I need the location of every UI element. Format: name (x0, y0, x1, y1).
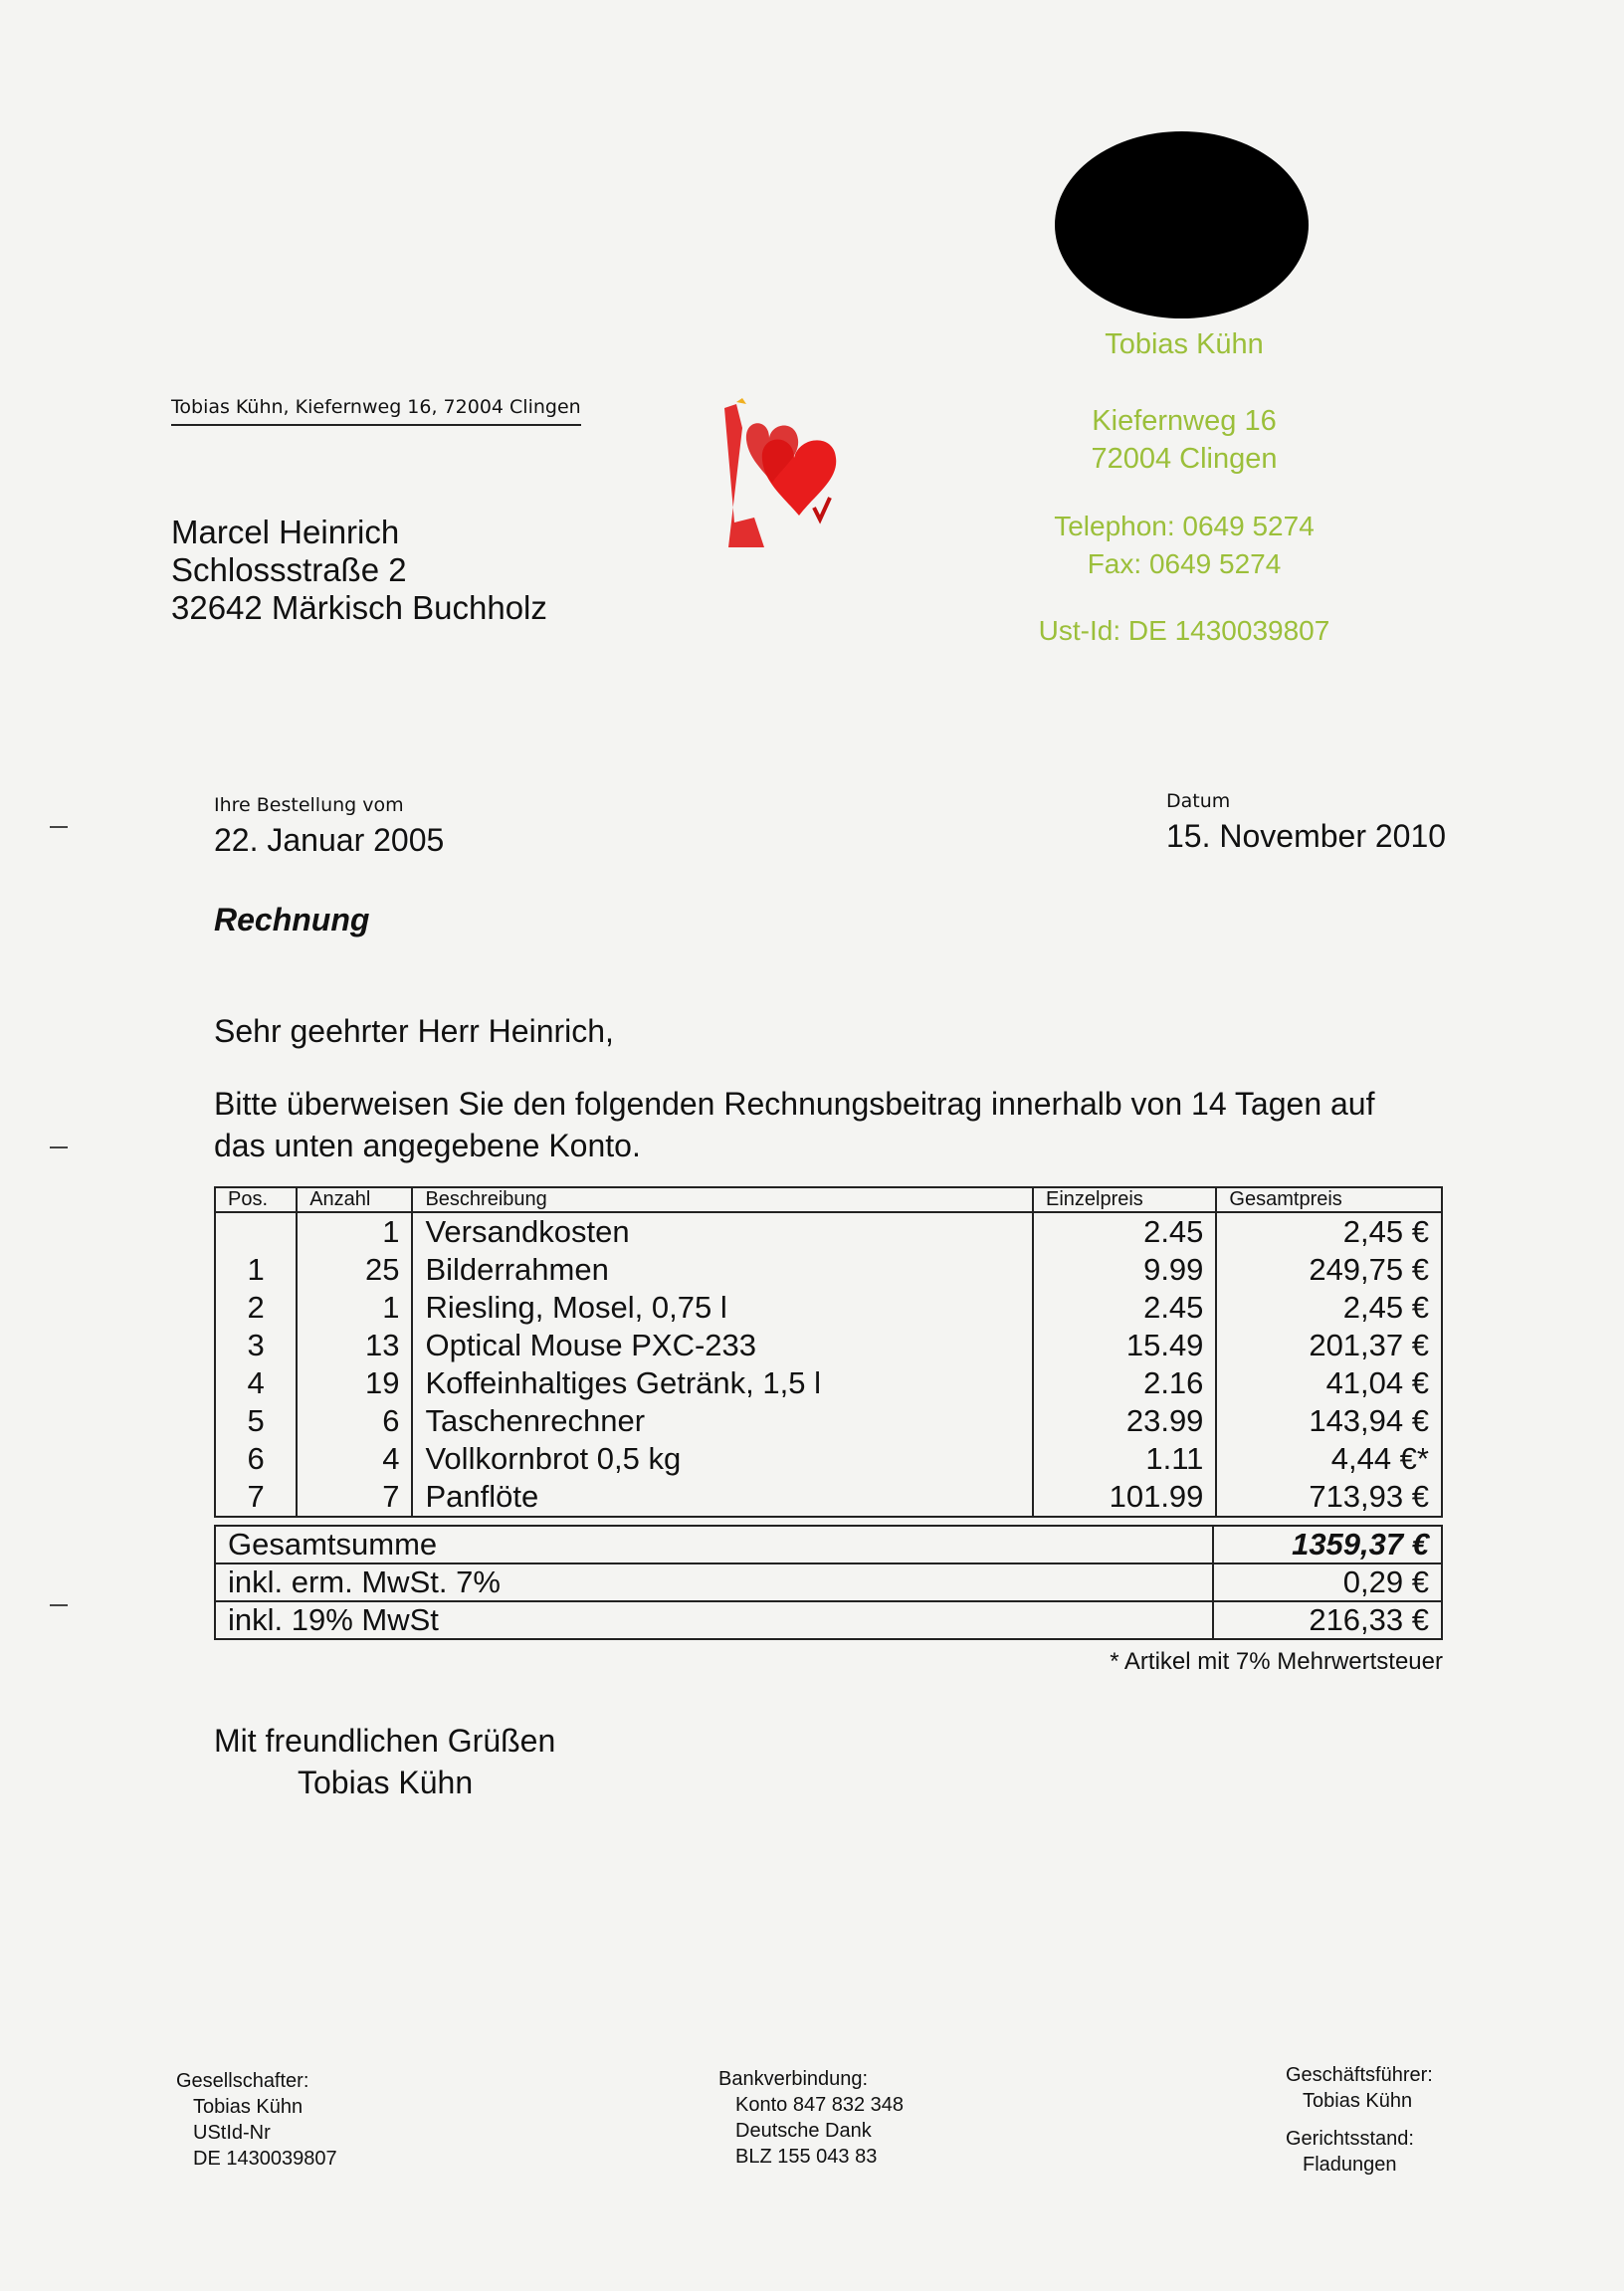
sender-street: Kiefernweg 16 (1092, 405, 1277, 437)
vat7-row (215, 1563, 1442, 1601)
sender-name: Tobias Kühn (1105, 328, 1264, 360)
footer-manager-name: Tobias Kühn (1303, 2090, 1413, 2112)
table-row (215, 1440, 1442, 1478)
footer-partner-title: Gesellschafter: (176, 2070, 309, 2092)
vat19-row (215, 1601, 1442, 1639)
cell-qty: 4 (297, 1440, 412, 1478)
cell-unit-price: 101.99 (1033, 1478, 1216, 1517)
vat-footnote: * Artikel mit 7% Mehrwertsteuer (1110, 1648, 1443, 1675)
footer-bank-title: Bankverbindung: (718, 2068, 869, 2090)
cell-total-price: 2,45 € (1216, 1212, 1442, 1251)
cell-pos: 3 (215, 1327, 297, 1364)
cell-description: Vollkornbrot 0,5 kg (412, 1440, 1033, 1478)
footer-court-value: Fladungen (1303, 2154, 1397, 2176)
cell-unit-price: 2.45 (1033, 1212, 1216, 1251)
footer-bank-name: Deutsche Dank (735, 2120, 872, 2142)
cell-total-price: 41,04 € (1216, 1364, 1442, 1402)
header-total-price: Gesamtpreis (1216, 1187, 1442, 1212)
cell-qty: 7 (297, 1478, 412, 1517)
cell-pos: 5 (215, 1402, 297, 1440)
footer-ustid-label: UStId-Nr (193, 2122, 271, 2144)
invoice-items-table (214, 1186, 1443, 1518)
recipient-street: Schlossstraße 2 (171, 551, 407, 588)
table-row (215, 1251, 1442, 1289)
closing (214, 1720, 555, 1803)
cell-qty: 1 (297, 1289, 412, 1327)
sender-contact (1015, 508, 1353, 583)
cell-pos: 7 (215, 1478, 297, 1517)
header-description: Beschreibung (412, 1187, 1033, 1212)
subject-line: Rechnung (214, 902, 370, 937)
sender-address (1035, 402, 1333, 478)
body-text: Bitte überweisen Sie den folgenden Rechnungsbeitrag innerhalb von 14 Tagen auf das unten angegebene Konto. (214, 1086, 1375, 1163)
order-date-label: Ihre Bestellung vom (214, 794, 404, 816)
vat19-label: inkl. 19% MwSt (215, 1601, 1213, 1639)
cell-qty: 13 (297, 1327, 412, 1364)
cell-description: Versandkosten (412, 1212, 1033, 1251)
fold-mark (50, 1604, 68, 1606)
vat19-value: 216,33 € (1213, 1601, 1442, 1639)
invoice-totals-table (214, 1525, 1443, 1640)
table-row (215, 1402, 1442, 1440)
fold-mark (50, 1146, 68, 1148)
closing-greeting: Mit freundlichen Grüßen (214, 1723, 556, 1759)
cell-unit-price: 2.16 (1033, 1364, 1216, 1402)
recipient-city: 32642 Märkisch Buchholz (171, 589, 547, 626)
redacted-logo (1055, 131, 1309, 318)
footer-partner (176, 2068, 337, 2172)
order-date: 22. Januar 2005 (214, 822, 445, 858)
footer-ustid-value: DE 1430039807 (193, 2148, 337, 2170)
cell-pos: 2 (215, 1289, 297, 1327)
footer-manager-title: Geschäftsführer: (1286, 2064, 1433, 2086)
table-row (215, 1212, 1442, 1251)
cell-pos: 1 (215, 1251, 297, 1289)
cell-total-price: 143,94 € (1216, 1402, 1442, 1440)
header-unit-price: Einzelpreis (1033, 1187, 1216, 1212)
salutation: Sehr geehrter Herr Heinrich, (214, 1013, 614, 1049)
cell-description: Koffeinhaltiges Getränk, 1,5 l (412, 1364, 1033, 1402)
table-row (215, 1289, 1442, 1327)
footer-bank-blz: BLZ 155 043 83 (735, 2146, 878, 2168)
sender-fax: Fax: 0649 5274 (1087, 548, 1282, 579)
sender-city: 72004 Clingen (1091, 443, 1278, 475)
footer-partner-name: Tobias Kühn (193, 2096, 304, 2118)
table-row (215, 1327, 1442, 1364)
cell-pos: 6 (215, 1440, 297, 1478)
vat7-label: inkl. erm. MwSt. 7% (215, 1563, 1213, 1601)
table-row (215, 1478, 1442, 1517)
sender-phone: Telephon: 0649 5274 (1054, 511, 1315, 541)
vat7-value: 0,29 € (1213, 1563, 1442, 1601)
recipient-name: Marcel Heinrich (171, 514, 400, 550)
closing-signature: Tobias Kühn (298, 1765, 474, 1800)
cell-qty: 25 (297, 1251, 412, 1289)
fold-mark (50, 826, 68, 828)
cell-unit-price: 9.99 (1033, 1251, 1216, 1289)
return-address: Tobias Kühn, Kiefernweg 16, 72004 Clingen (171, 396, 581, 426)
total-sum-row (215, 1526, 1442, 1563)
total-sum-label: Gesamtsumme (215, 1526, 1213, 1563)
cell-total-price: 4,44 €* (1216, 1440, 1442, 1478)
hearts-stamp-icon (714, 398, 874, 557)
table-row (215, 1364, 1442, 1402)
sender-ust-id: Ust-Id: DE 1430039807 (1038, 615, 1330, 646)
cell-unit-price: 23.99 (1033, 1402, 1216, 1440)
cell-pos (215, 1212, 297, 1251)
cell-unit-price: 2.45 (1033, 1289, 1216, 1327)
footer-management (1286, 2062, 1433, 2178)
cell-description: Panflöte (412, 1478, 1033, 1517)
footer-bank-account: Konto 847 832 348 (735, 2094, 905, 2116)
cell-unit-price: 1.11 (1033, 1440, 1216, 1478)
cell-qty: 6 (297, 1402, 412, 1440)
footer-court-label: Gerichtsstand: (1286, 2128, 1414, 2150)
cell-pos: 4 (215, 1364, 297, 1402)
invoice-date-label: Datum (1166, 790, 1231, 812)
cell-total-price: 713,93 € (1216, 1478, 1442, 1517)
cell-qty: 19 (297, 1364, 412, 1402)
cell-qty: 1 (297, 1212, 412, 1251)
cell-description: Riesling, Mosel, 0,75 l (412, 1289, 1033, 1327)
cell-total-price: 249,75 € (1216, 1251, 1442, 1289)
cell-description: Bilderrahmen (412, 1251, 1033, 1289)
header-qty: Anzahl (297, 1187, 412, 1212)
invoice-date: 15. November 2010 (1166, 818, 1447, 854)
cell-total-price: 2,45 € (1216, 1289, 1442, 1327)
table-header-row (215, 1187, 1442, 1212)
total-sum-value: 1359,37 € (1213, 1526, 1442, 1563)
header-pos: Pos. (215, 1187, 297, 1212)
cell-description: Taschenrechner (412, 1402, 1033, 1440)
footer-bank (718, 2066, 904, 2170)
recipient-address (171, 514, 547, 627)
cell-description: Optical Mouse PXC-233 (412, 1327, 1033, 1364)
cell-unit-price: 15.49 (1033, 1327, 1216, 1364)
cell-total-price: 201,37 € (1216, 1327, 1442, 1364)
